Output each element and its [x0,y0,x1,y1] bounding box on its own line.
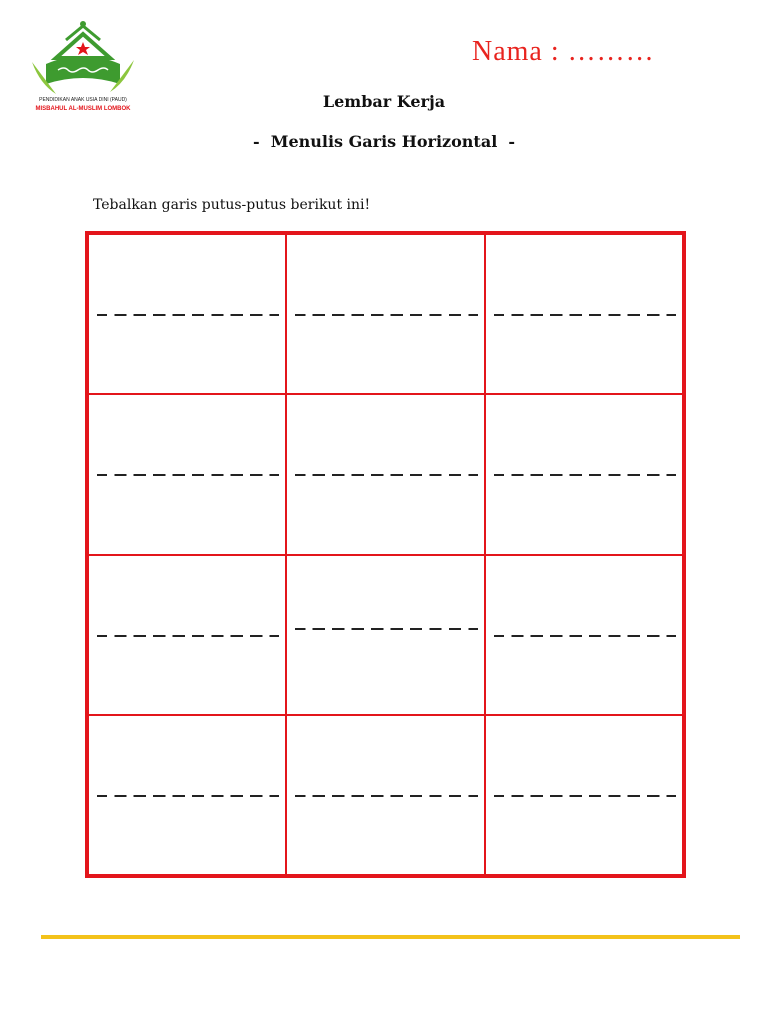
dashed-line[interactable] [494,795,676,797]
dashed-line[interactable] [295,314,477,316]
footer-rule [41,935,740,939]
tracing-cell [485,394,683,554]
instruction-text: Tebalkan garis putus-putus berikut ini! [93,197,371,213]
tracing-cell [286,715,484,875]
dashed-line[interactable] [295,628,477,630]
tracing-cell [88,715,286,875]
dashed-line[interactable] [97,314,279,316]
tracing-cell [485,715,683,875]
tracing-cell [286,394,484,554]
tracing-cell [88,234,286,394]
dashed-line[interactable] [494,314,676,316]
dashed-line[interactable] [97,474,279,476]
tracing-cell [485,555,683,715]
tracing-cell [286,555,484,715]
worksheet-subtitle: - Menulis Garis Horizontal - [252,132,516,151]
worksheet-title: Lembar Kerja [322,92,446,111]
tracing-grid [85,231,686,878]
tracing-cell [485,234,683,394]
name-label: Nama : ……… [472,36,655,67]
dashed-line[interactable] [494,635,676,637]
tracing-cell [286,234,484,394]
dashed-line[interactable] [295,795,477,797]
logo-caption-line1: PENDIDIKAN ANAK USIA DINI (PAUD) [39,97,127,103]
dashed-line[interactable] [494,474,676,476]
logo-caption-line2: MISBAHUL AL-MUSLIM LOMBOK [35,106,131,112]
dashed-line[interactable] [97,795,279,797]
tracing-cell [88,555,286,715]
dashed-line[interactable] [295,474,477,476]
dashed-line[interactable] [97,635,279,637]
tracing-cell [88,394,286,554]
